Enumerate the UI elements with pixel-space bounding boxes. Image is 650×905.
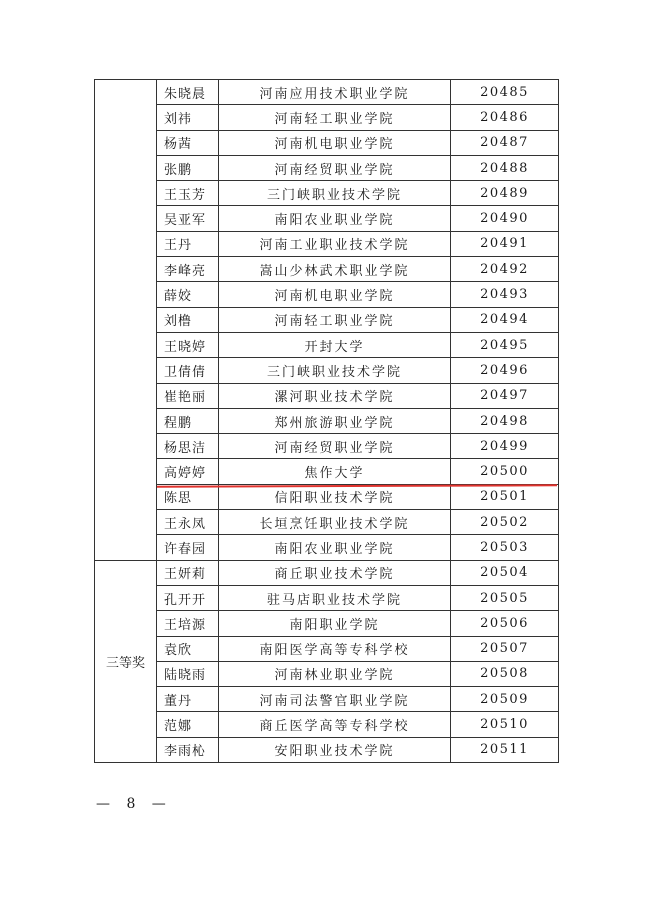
name-cell: 王玉芳 xyxy=(157,181,219,206)
id-cell: 20489 xyxy=(451,181,559,206)
table-row xyxy=(95,155,559,180)
id-cell: 20487 xyxy=(451,130,559,155)
id-cell: 20485 xyxy=(451,80,559,105)
name-cell: 吴亚军 xyxy=(157,206,219,231)
table-row xyxy=(95,585,559,610)
id-cell: 20511 xyxy=(451,737,559,762)
id-cell: 20502 xyxy=(451,510,559,535)
id-cell: 20508 xyxy=(451,661,559,686)
table-row xyxy=(95,231,559,256)
school-cell: 商丘职业技术学院 xyxy=(219,560,451,585)
school-cell: 郑州旅游职业学院 xyxy=(219,408,451,433)
school-cell: 驻马店职业技术学院 xyxy=(219,585,451,610)
award-level-cell xyxy=(95,80,157,561)
school-cell: 河南轻工职业学院 xyxy=(219,307,451,332)
table-row xyxy=(95,307,559,332)
school-cell: 河南经贸职业学院 xyxy=(219,155,451,180)
school-cell: 三门峡职业技术学院 xyxy=(219,181,451,206)
table-row xyxy=(95,459,559,484)
id-cell: 20505 xyxy=(451,585,559,610)
table-row xyxy=(95,282,559,307)
table-row xyxy=(95,80,559,105)
name-cell: 许春园 xyxy=(157,535,219,560)
name-cell: 崔艳丽 xyxy=(157,383,219,408)
name-cell: 王永凤 xyxy=(157,510,219,535)
school-cell: 信阳职业技术学院 xyxy=(219,484,451,509)
name-cell: 李雨杺 xyxy=(157,737,219,762)
id-cell: 20493 xyxy=(451,282,559,307)
name-cell: 董丹 xyxy=(157,687,219,712)
school-cell: 长垣烹饪职业技术学院 xyxy=(219,510,451,535)
id-cell: 20494 xyxy=(451,307,559,332)
table-row xyxy=(95,560,559,585)
award-list-table xyxy=(94,79,559,763)
table-row xyxy=(95,510,559,535)
school-cell: 南阳农业职业学院 xyxy=(219,206,451,231)
table-row xyxy=(95,737,559,762)
name-cell: 程鹏 xyxy=(157,408,219,433)
table-row xyxy=(95,434,559,459)
name-cell: 杨思洁 xyxy=(157,434,219,459)
page-number: — 8 — xyxy=(96,796,172,812)
id-cell: 20504 xyxy=(451,560,559,585)
table-row xyxy=(95,358,559,383)
table-row xyxy=(95,636,559,661)
name-cell: 李峰亮 xyxy=(157,257,219,282)
name-cell: 王妍莉 xyxy=(157,560,219,585)
id-cell: 20509 xyxy=(451,687,559,712)
name-cell: 刘橹 xyxy=(157,307,219,332)
school-cell: 三门峡职业技术学院 xyxy=(219,358,451,383)
name-cell: 王培源 xyxy=(157,611,219,636)
school-cell: 河南工业职业技术学院 xyxy=(219,231,451,256)
name-cell: 袁欣 xyxy=(157,636,219,661)
id-cell: 20491 xyxy=(451,231,559,256)
name-cell: 陆晓雨 xyxy=(157,661,219,686)
school-cell: 嵩山少林武术职业学院 xyxy=(219,257,451,282)
name-cell: 刘祎 xyxy=(157,105,219,130)
id-cell: 20510 xyxy=(451,712,559,737)
id-cell: 20507 xyxy=(451,636,559,661)
school-cell: 河南林业职业学院 xyxy=(219,661,451,686)
id-cell: 20486 xyxy=(451,105,559,130)
award-list-body xyxy=(95,80,559,763)
table-row xyxy=(95,257,559,282)
school-cell: 河南机电职业学院 xyxy=(219,130,451,155)
id-cell: 20506 xyxy=(451,611,559,636)
school-cell: 河南应用技术职业学院 xyxy=(219,80,451,105)
table-row xyxy=(95,332,559,357)
id-cell: 20488 xyxy=(451,155,559,180)
table-row xyxy=(95,712,559,737)
id-cell: 20497 xyxy=(451,383,559,408)
table-row xyxy=(95,687,559,712)
school-cell: 河南经贸职业学院 xyxy=(219,434,451,459)
table-row xyxy=(95,484,559,509)
school-cell: 商丘医学高等专科学校 xyxy=(219,712,451,737)
id-cell: 20501 xyxy=(451,484,559,509)
name-cell: 杨茜 xyxy=(157,130,219,155)
table-row xyxy=(95,611,559,636)
table-row xyxy=(95,535,559,560)
school-cell: 南阳职业学院 xyxy=(219,611,451,636)
award-level-cell: 三等奖 xyxy=(95,560,157,762)
school-cell: 漯河职业技术学院 xyxy=(219,383,451,408)
name-cell: 朱晓晨 xyxy=(157,80,219,105)
name-cell: 范娜 xyxy=(157,712,219,737)
school-cell: 河南轻工职业学院 xyxy=(219,105,451,130)
id-cell: 20492 xyxy=(451,257,559,282)
school-cell: 南阳农业职业学院 xyxy=(219,535,451,560)
school-cell: 南阳医学高等专科学校 xyxy=(219,636,451,661)
school-cell: 河南机电职业学院 xyxy=(219,282,451,307)
school-cell: 开封大学 xyxy=(219,332,451,357)
table-row xyxy=(95,130,559,155)
table-row xyxy=(95,661,559,686)
table-row xyxy=(95,181,559,206)
id-cell: 20498 xyxy=(451,408,559,433)
name-cell: 孔开开 xyxy=(157,585,219,610)
name-cell: 卫倩倩 xyxy=(157,358,219,383)
id-cell: 20503 xyxy=(451,535,559,560)
id-cell: 20495 xyxy=(451,332,559,357)
name-cell: 王晓婷 xyxy=(157,332,219,357)
name-cell: 张鹏 xyxy=(157,155,219,180)
name-cell: 薛姣 xyxy=(157,282,219,307)
table-row xyxy=(95,408,559,433)
id-cell: 20500 xyxy=(451,459,559,484)
name-cell: 王丹 xyxy=(157,231,219,256)
id-cell: 20490 xyxy=(451,206,559,231)
name-cell: 高婷婷 xyxy=(157,459,219,484)
table-row xyxy=(95,383,559,408)
school-cell: 河南司法警官职业学院 xyxy=(219,687,451,712)
school-cell: 安阳职业技术学院 xyxy=(219,737,451,762)
id-cell: 20499 xyxy=(451,434,559,459)
table-row xyxy=(95,206,559,231)
school-cell: 焦作大学 xyxy=(219,459,451,484)
table-row xyxy=(95,105,559,130)
id-cell: 20496 xyxy=(451,358,559,383)
name-cell: 陈思 xyxy=(157,484,219,509)
